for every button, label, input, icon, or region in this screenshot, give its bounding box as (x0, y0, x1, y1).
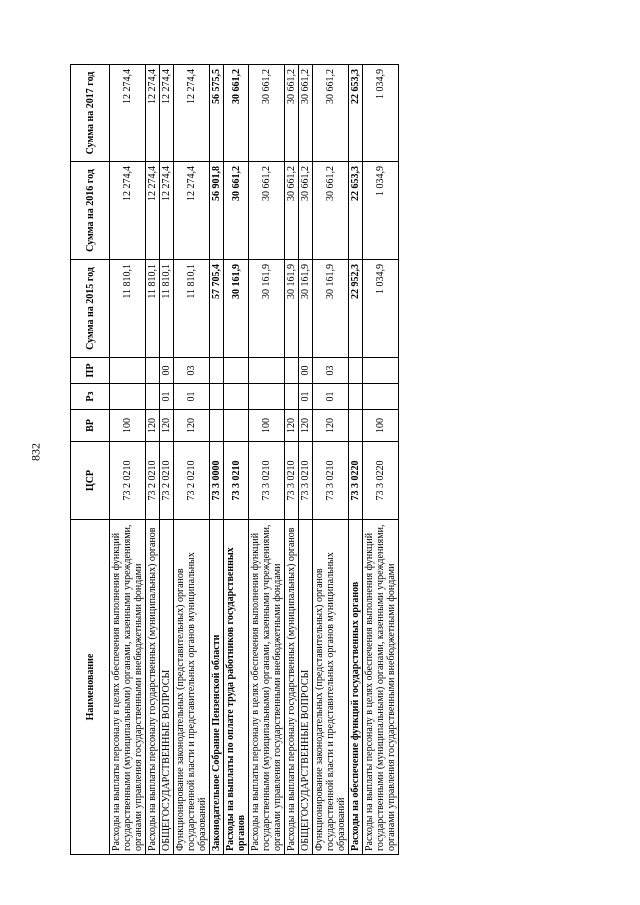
cell-vr: 120 (146, 410, 160, 442)
cell-y2015: 11 810,1 (174, 260, 210, 358)
table-row (363, 65, 399, 855)
cell-rz (110, 384, 146, 410)
cell-name: Расходы на обеспечение функций государственных органов (349, 520, 363, 855)
cell-rz (249, 384, 285, 410)
cell-y2016: 22 653,3 (349, 162, 363, 260)
cell-csr: 73 2 0210 (174, 442, 210, 520)
cell-csr: 73 2 0210 (146, 442, 160, 520)
cell-y2017: 56 575,5 (210, 65, 224, 162)
table-row (285, 65, 299, 855)
cell-y2015: 22 952,3 (349, 260, 363, 358)
cell-y2016: 30 661,2 (299, 162, 313, 260)
table-row (210, 65, 224, 855)
cell-csr: 73 2 0210 (110, 442, 146, 520)
cell-name: Расходы на выплаты персоналу в целях обеспечения выполнения функций государственными (муниципальными) органами, казенными учреждениями, органами управления государственными внебюджетными фондами (110, 520, 146, 855)
cell-pr (146, 358, 160, 384)
cell-vr: 120 (160, 410, 174, 442)
cell-y2017: 1 034,9 (363, 65, 399, 162)
cell-pr (110, 358, 146, 384)
cell-rz (210, 384, 224, 410)
cell-y2015: 30 161,9 (224, 260, 249, 358)
cell-y2015: 30 161,9 (299, 260, 313, 358)
cell-name: Расходы на выплаты персоналу в целях обеспечения выполнения функций государственными (муниципальными) органами, казенными учреждениями, органами управления государственными внебюджетными фондами (249, 520, 285, 855)
cell-rz (224, 384, 249, 410)
cell-rz (285, 384, 299, 410)
table-row (249, 65, 285, 855)
page-number: 832 (28, 443, 43, 461)
cell-rz (349, 384, 363, 410)
cell-vr (224, 410, 249, 442)
cell-rz: 01 (299, 384, 313, 410)
cell-y2015: 30 161,9 (285, 260, 299, 358)
cell-y2017: 22 653,3 (349, 65, 363, 162)
cell-pr: 03 (174, 358, 210, 384)
table-header-row (71, 65, 110, 855)
cell-pr: 03 (313, 358, 349, 384)
cell-name: ОБЩЕГОСУДАРСТВЕННЫЕ ВОПРОСЫ (160, 520, 174, 855)
cell-y2017: 30 661,2 (285, 65, 299, 162)
budget-table (70, 64, 399, 855)
cell-y2017: 30 661,2 (249, 65, 285, 162)
cell-y2017: 30 661,2 (224, 65, 249, 162)
cell-csr: 73 3 0210 (313, 442, 349, 520)
cell-csr: 73 3 0220 (363, 442, 399, 520)
cell-y2015: 30 161,9 (313, 260, 349, 358)
cell-y2015: 1 034,9 (363, 260, 399, 358)
cell-name: Расходы на выплаты персоналу государственных (муниципальных) органов (146, 520, 160, 855)
cell-csr: 73 3 0210 (285, 442, 299, 520)
cell-y2016: 12 274,4 (110, 162, 146, 260)
cell-y2016: 12 274,4 (160, 162, 174, 260)
cell-y2015: 11 810,1 (110, 260, 146, 358)
cell-name: Функционирование законодательных (представительных) органов государственной власти и представительных органов муниципальных образований (313, 520, 349, 855)
table-row (299, 65, 313, 855)
table-row (224, 65, 249, 855)
cell-rz: 01 (174, 384, 210, 410)
cell-y2017: 30 661,2 (313, 65, 349, 162)
cell-y2016: 30 661,2 (224, 162, 249, 260)
cell-pr (210, 358, 224, 384)
cell-y2017: 12 274,4 (110, 65, 146, 162)
cell-rz: 01 (313, 384, 349, 410)
cell-y2015: 11 810,1 (160, 260, 174, 358)
cell-y2016: 30 661,2 (285, 162, 299, 260)
cell-y2017: 12 274,4 (146, 65, 160, 162)
cell-name: Функционирование законодательных (представительных) органов государственной власти и представительных органов муниципальных образований (174, 520, 210, 855)
cell-vr: 120 (313, 410, 349, 442)
cell-vr (210, 410, 224, 442)
cell-name: ОБЩЕГОСУДАРСТВЕННЫЕ ВОПРОСЫ (299, 520, 313, 855)
table-row (146, 65, 160, 855)
cell-y2017: 12 274,4 (160, 65, 174, 162)
cell-csr: 73 3 0220 (349, 442, 363, 520)
cell-name: Законодательное Собрание Пензенской области (210, 520, 224, 855)
cell-name: Расходы на выплаты персоналу в целях обеспечения выполнения функций государственными (муниципальными) органами, казенными учреждениями, органами управления государственными внебюджетными фондами (363, 520, 399, 855)
cell-csr: 73 3 0210 (299, 442, 313, 520)
table-row (160, 65, 174, 855)
cell-pr (363, 358, 399, 384)
cell-y2016: 30 661,2 (313, 162, 349, 260)
cell-rz: 01 (160, 384, 174, 410)
cell-csr: 73 3 0210 (249, 442, 285, 520)
table-row (349, 65, 363, 855)
cell-y2016: 1 034,9 (363, 162, 399, 260)
cell-vr: 100 (249, 410, 285, 442)
cell-pr (349, 358, 363, 384)
cell-vr (349, 410, 363, 442)
cell-vr: 100 (110, 410, 146, 442)
cell-pr (249, 358, 285, 384)
cell-csr: 73 3 0210 (224, 442, 249, 520)
header-rz: Рз (71, 384, 110, 410)
cell-y2017: 12 274,4 (174, 65, 210, 162)
header-2017: Сумма на 2017 год (71, 65, 110, 162)
cell-name: Расходы на выплаты персоналу государственных (муниципальных) органов (285, 520, 299, 855)
cell-y2015: 57 705,4 (210, 260, 224, 358)
header-pr: ПР (71, 358, 110, 384)
cell-pr (224, 358, 249, 384)
cell-rz (146, 384, 160, 410)
header-name: Наименование (71, 520, 110, 855)
cell-csr: 73 2 0210 (160, 442, 174, 520)
cell-vr: 120 (174, 410, 210, 442)
table-row (313, 65, 349, 855)
cell-y2017: 30 661,2 (299, 65, 313, 162)
cell-y2016: 30 661,2 (249, 162, 285, 260)
cell-pr: 00 (160, 358, 174, 384)
cell-pr: 00 (299, 358, 313, 384)
cell-name: Расходы на выплаты по оплате труда работников государственных органов (224, 520, 249, 855)
rotated-page (70, 65, 570, 855)
table-row (174, 65, 210, 855)
cell-y2016: 56 901,8 (210, 162, 224, 260)
table-row (110, 65, 146, 855)
header-vr: ВР (71, 410, 110, 442)
cell-y2016: 12 274,4 (174, 162, 210, 260)
cell-y2016: 12 274,4 (146, 162, 160, 260)
cell-rz (363, 384, 399, 410)
cell-vr: 100 (363, 410, 399, 442)
cell-vr: 120 (299, 410, 313, 442)
header-csr: ЦСР (71, 442, 110, 520)
cell-vr: 120 (285, 410, 299, 442)
header-2016: Сумма на 2016 год (71, 162, 110, 260)
cell-pr (285, 358, 299, 384)
cell-y2015: 11 810,1 (146, 260, 160, 358)
header-2015: Сумма на 2015 год (71, 260, 110, 358)
cell-csr: 73 3 0000 (210, 442, 224, 520)
cell-y2015: 30 161,9 (249, 260, 285, 358)
